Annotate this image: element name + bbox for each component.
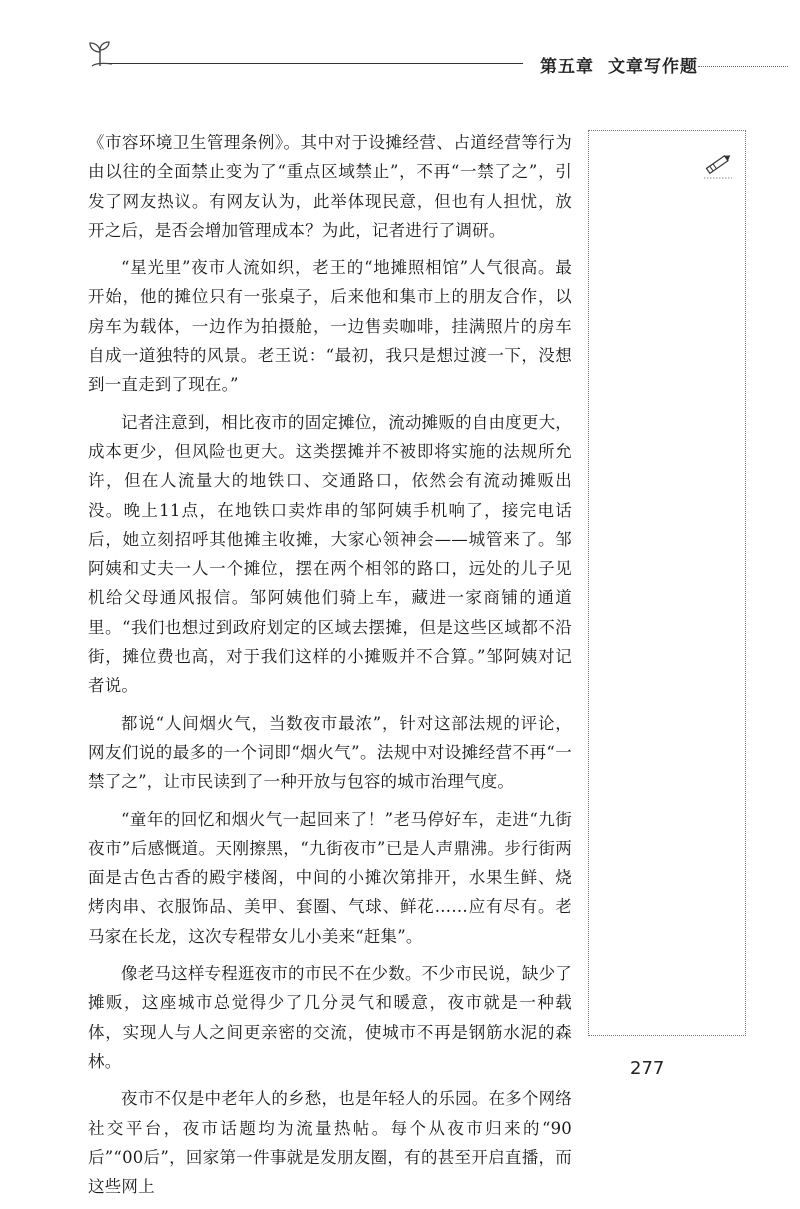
article-body <box>88 128 572 1209</box>
paragraph-2: “星光里”夜市人流如织，老王的“地摊照相馆”人气很高。最开始，他的摊位只有一张桌子，后来他和集市上的朋友合作，以房车为载体，一边作为拍摄舱，一边售卖咖啡，挂满照片的房车自成一道独特的风景。老王说：“最初，我只是想过渡一下，没想到一直走到了现在。” <box>88 258 572 395</box>
paragraph-5: “童年的回忆和烟火气一起回来了！”老马停好车，走进“九街夜市”后感慨道。天刚擦黑，“九街夜市”已是人声鼎沸。步行街两面是古色古香的殿宇楼阁，中间的小摊次第排开，水果生鲜、烧烤肉串、衣服饰品、美甲、套圈、气球、鲜花……应有尽有。老马家在长龙，这次专程带女儿小美来“赶集”。 <box>88 809 572 946</box>
pencil-icon <box>700 146 736 182</box>
header-rule-dotted <box>698 66 788 67</box>
page-number: 277 <box>630 1058 665 1079</box>
header-rule <box>108 63 523 64</box>
paragraph-4: 都说“人间烟火气，当数夜市最浓”，针对这部法规的评论，网友们说的最多的一个词即“烟火气”。法规中对设摊经营不再“一禁了之”，让市民读到了一种开放与包容的城市治理气度。 <box>88 713 572 792</box>
paragraph-3: 记者注意到，相比夜市的固定摊位，流动摊贩的自由度更大，成本更少，但风险也更大。这类摆摊并不被即将实施的法规所允许，但在人流量大的地铁口、交通路口，依然会有流动摊贩出没。晚上11点，在地铁口卖炸串的邹阿姨手机响了，接完电话后，她立刻招呼其他摊主收摊，大家心领神会——城管来了。邹阿姨和丈夫一人一个摊位，摆在两个相邻的路口，远处的儿子见机给父母通风报信。邹阿姨他们骑上车，藏进一家商铺的通道里。“我们也想过到政府划定的区域去摆摊，但是这些区域都不沿街，摊位费也高，对于我们这样的小摊贩并不合算。”邹阿姨对记者说。 <box>88 412 572 696</box>
paragraph-7: 夜市不仅是中老年人的乡愁，也是年轻人的乐园。在多个网络社交平台，夜市话题均为流量热帖。每个从夜市归来的“90后”“00后”，回家第一件事就是发朋友圈，有的甚至开启直播，而这些网上 <box>88 1089 572 1197</box>
chapter-title: 文章写作题 <box>608 57 698 77</box>
margin-notes-box <box>588 130 746 1036</box>
page-header <box>0 0 800 90</box>
paragraph-6: 像老马这样专程逛夜市的市民不在少数。不少市民说，缺少了摊贩，这座城市总觉得少了几分灵气和暖意，夜市就是一种载体，实现人与人之间更亲密的交流，使城市不再是钢筋水泥的森林。 <box>88 964 572 1071</box>
chapter-number: 第五章 <box>540 57 594 77</box>
header-title <box>540 52 698 77</box>
sprout-icon <box>82 36 118 72</box>
paragraph-1: 《市容环境卫生管理条例》。其中对于设摊经营、占道经营等行为由以往的全面禁止变为了“重点区域禁止”，不再“一禁了之”，引发了网友热议。有网友认为，此举体现民意，但也有人担忧，放开之后，是否会增加管理成本？为此，记者进行了调研。 <box>88 133 572 240</box>
